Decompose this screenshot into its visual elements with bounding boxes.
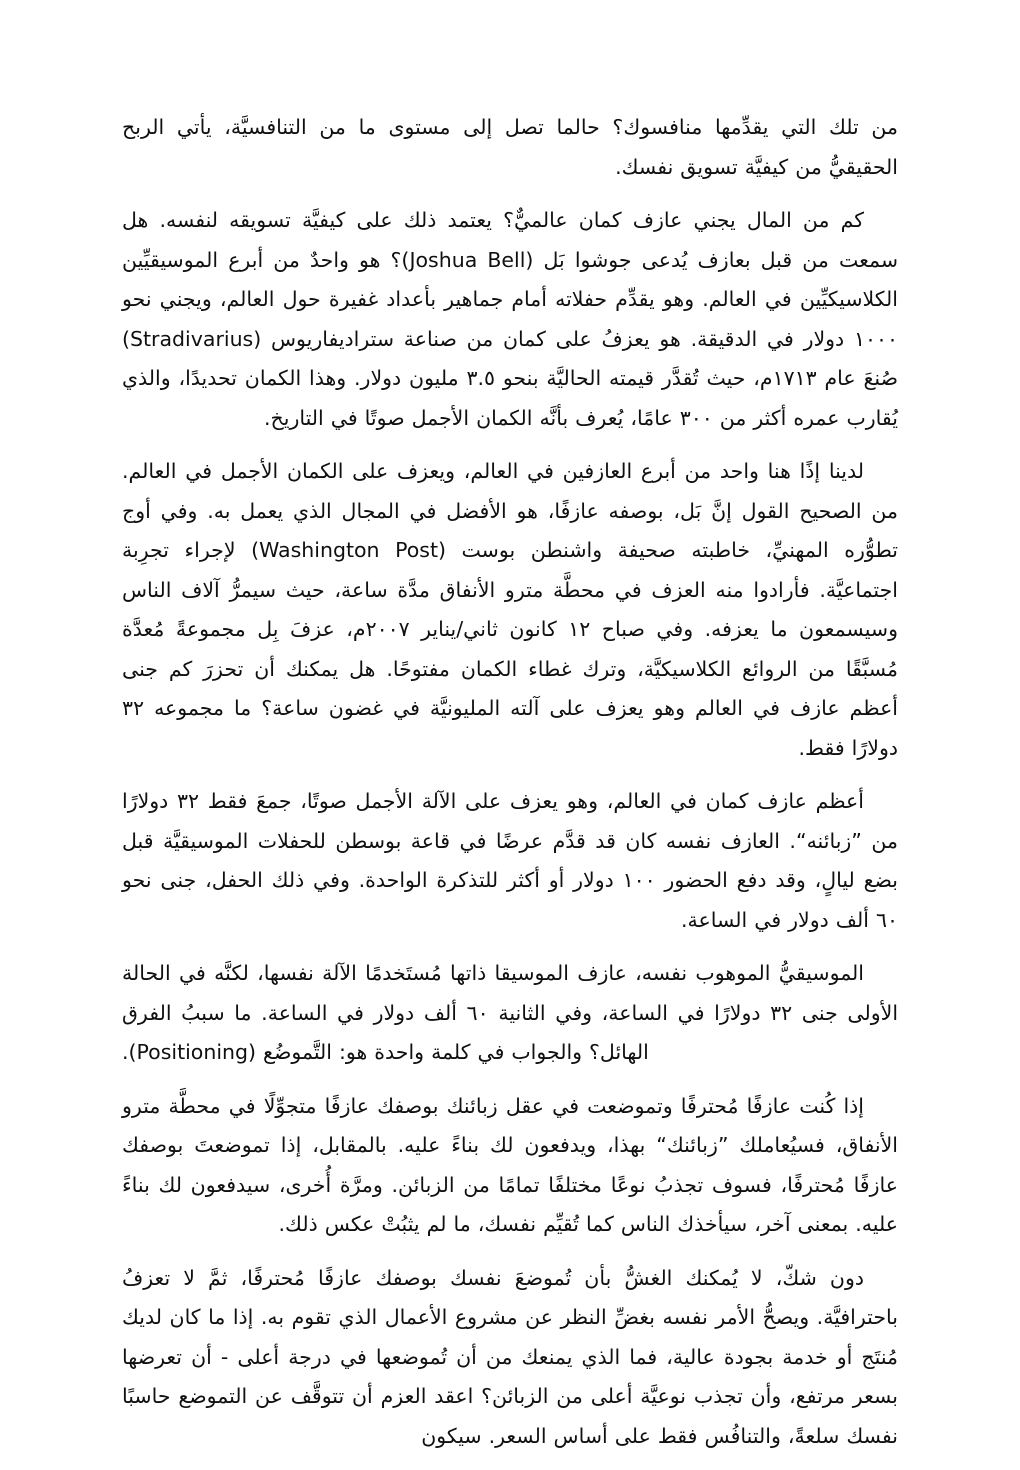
paragraph-7: دون شكّ، لا يُمكنك الغشُّ بأن تُموضعَ نفسك بوصفك عازفًا مُحترفًا، ثمَّ لا تعزفُ باحترافيَّة. ويصحُّ الأمر نفسه بغضِّ النظر عن مشروع الأعمال الذي تقوم به. إذا ما كان لديك مُنتَج أو خدمة بجودة عالية، فما الذي يمنعك من أن تُموضعها في درجة أعلى - أن تعرضها بسعر مرتفع، وأن تجذب نوعيَّة أعلى من الزبائن؟ اعقد العزم أن تتوقَّف عن التموضع حاسبًا نفسك سلعةً، والتنافُس فقط على أساس السعر. سيكون <box>122 1265 898 1448</box>
paragraph-5: الموسيقيُّ الموهوب نفسه، عازف الموسيقا ذاتها مُستَخدمًا الآلة نفسها، لكنَّه في الحالة الأولى جنى ٣٢ دولارًا في الساعة، وفي الثانية ٦٠ ألف دولار في الساعة. ما سببُ الفرق الهائل؟ والجواب في كلمة واحدة هو: التَّموضُع (Positioning). <box>122 961 899 1064</box>
paragraph-4: أعظم عازف كمان في العالم، وهو يعزف على الآلة الأجمل صوتًا، جمعَ فقط ٣٢ دولارًا من ”زبائنه“. العازف نفسه كان قد قدَّم عرضًا في قاعة بوسطن للحفلات الموسيقيَّة قبل بضع ليالٍ، وقد دفع الحضور ١٠٠ دولار أو أكثر للتذكرة الواحدة. وفي ذلك الحفل، جنى نحو ٦٠ ألف دولار في الساعة. <box>122 789 898 932</box>
paragraph-6: إذا كُنت عازفًا مُحترفًا وتموضعت في عقل زبائنك بوصفك عازفًا متجوِّلًا في محطَّة مترو الأنفاق، فسيُعاملك ”زبائنك“ بهذا، ويدفعون لك بناءً عليه. بالمقابل، إذا تموضعتَ بوصفك عازفًا مُحترفًا، فسوف تجذبُ نوعًا مختلفًا تمامًا من الزبائن. ومرَّة أُخرى، سيدفعون لك بناءً عليه. بمعنى آخر، سيأخذك الناس كما تُقيِّم نفسك، ما لم يثبُتْ عكس ذلك. <box>122 1093 898 1236</box>
paragraph-1: من تلك التي يقدِّمها منافسوك؟ حالما تصل إلى مستوى ما من التنافسيَّة، يأتي الربح الحقيقيُّ من كيفيَّة تسويق نفسك. <box>122 115 898 179</box>
body-text-column <box>122 108 898 1470</box>
paragraph-2: كم من المال يجني عازف كمان عالميٌّ؟ يعتمد ذلك على كيفيَّة تسويقه لنفسه. هل سمعت من قبل بعازف يُدعى جوشوا بَل (Joshua Bell)؟ هو واحدٌ من أبرع الموسيقيِّين الكلاسيكيِّين في العالم. وهو يقدِّم حفلاته أمام جماهير بأعداد غفيرة حول العالم، ويجني نحو ١٠٠٠ دولار في الدقيقة. هو يعزفُ على كمان من صناعة ستراديفاريوس (Stradivarius) صُنعَ عام ١٧١٣م، حيث تُقدَّر قيمته الحاليَّة بنحو ٣.٥ مليون دولار. وهذا الكمان تحديدًا، والذي يُقارب عمره أكثر من ٣٠٠ عامًا، يُعرف بأنَّه الكمان الأجمل صوتًا في التاريخ. <box>122 208 898 430</box>
paragraph-3: لدينا إذًا هنا واحد من أبرع العازفين في العالم، ويعزف على الكمان الأجمل في العالم. من الصحيح القول إنَّ بَل، بوصفه عازفًا، هو الأفضل في المجال الذي يعمل به. وفي أوج تطوُّره المهنيِّ، خاطبته صحيفة واشنطن بوست (Washington Post) لإجراء تجرِبة اجتماعيَّة. فأرادوا منه العزف في محطَّة مترو الأنفاق مدَّة ساعة، حيث سيمرُّ آلاف الناس وسيسمعون ما يعزفه. وفي صباح ١٢ كانون ثاني/يناير ٢٠٠٧م، عزفَ بِل مجموعةً مُعدَّة مُسبَّقًا من الروائع الكلاسيكيَّة، وترك غطاء الكمان مفتوحًا. هل يمكنك أن تحزرَ كم جنى أعظم عازف في العالم وهو يعزف على آلته المليونيَّة في غضون ساعة؟ ما مجموعه ٣٢ دولارًا فقط. <box>122 459 898 760</box>
